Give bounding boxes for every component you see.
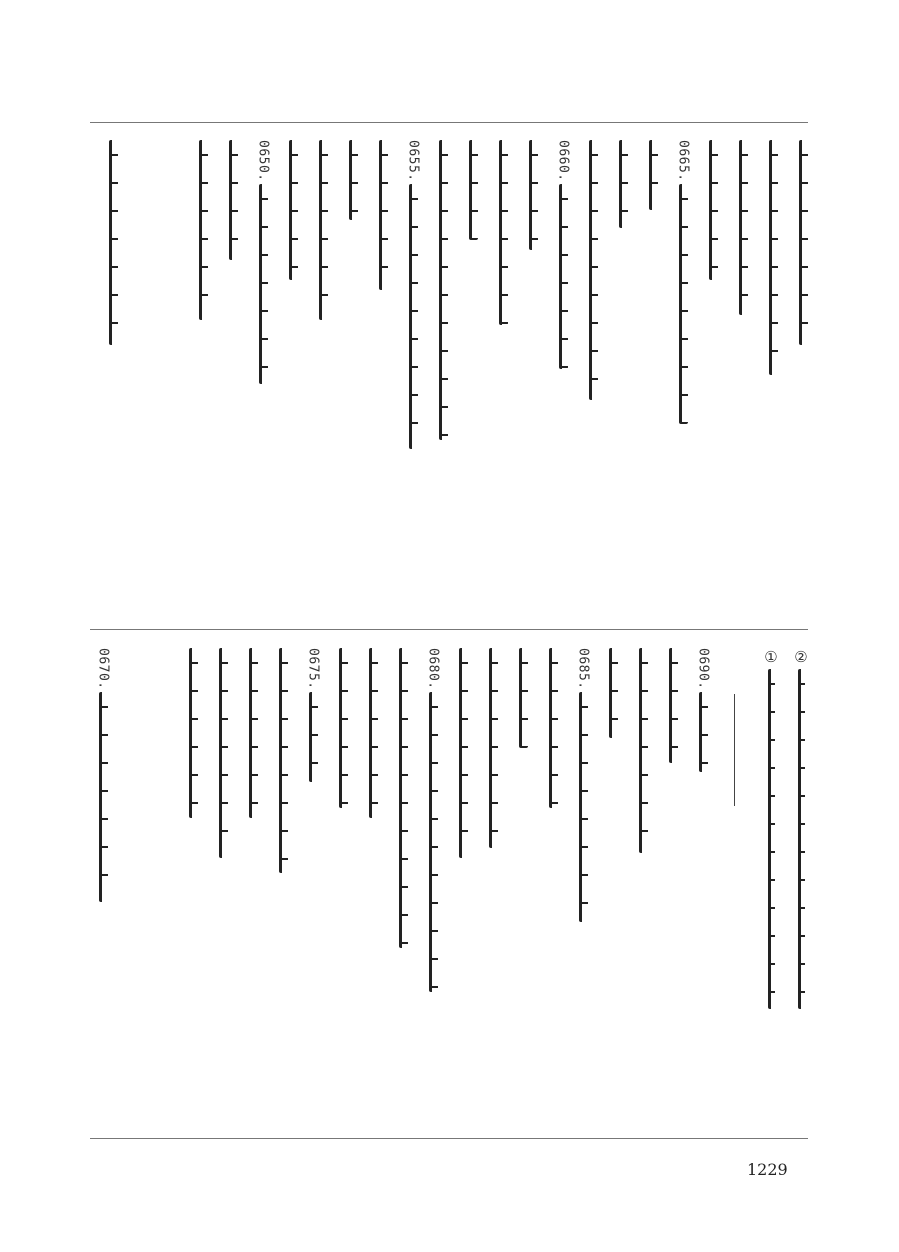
text-column bbox=[672, 140, 694, 600]
text-column bbox=[192, 140, 214, 600]
text-column bbox=[372, 140, 394, 600]
text-column bbox=[552, 140, 574, 600]
text-column bbox=[482, 648, 504, 1108]
mongolian-script-line bbox=[669, 648, 678, 763]
mongolian-script-line bbox=[699, 692, 708, 772]
text-column bbox=[602, 648, 624, 1108]
line-number: 0650. bbox=[255, 140, 271, 182]
mongolian-script-line bbox=[609, 648, 618, 738]
mongolian-script-line bbox=[219, 648, 228, 858]
mongolian-script-line bbox=[369, 648, 378, 818]
mongolian-script-line bbox=[379, 140, 388, 290]
mongolian-script-line bbox=[499, 140, 508, 325]
mongolian-script-line bbox=[309, 692, 318, 782]
text-column bbox=[222, 140, 244, 600]
text-column bbox=[272, 648, 294, 1108]
text-column bbox=[342, 140, 364, 600]
lower-text-block bbox=[90, 648, 808, 1118]
text-column bbox=[792, 140, 814, 600]
middle-rule bbox=[90, 629, 808, 630]
mongolian-script-line bbox=[229, 140, 238, 260]
text-column bbox=[642, 140, 664, 600]
mongolian-script-line bbox=[519, 648, 528, 748]
text-column bbox=[572, 648, 594, 1108]
text-column bbox=[692, 648, 714, 1108]
mongolian-script-line bbox=[439, 140, 448, 440]
text-column bbox=[312, 140, 334, 600]
mongolian-script-line bbox=[339, 648, 348, 808]
mongolian-script-line bbox=[649, 140, 658, 210]
text-column bbox=[242, 648, 264, 1108]
mongolian-script-line bbox=[429, 692, 438, 992]
text-column bbox=[102, 140, 124, 600]
line-number: 0670. bbox=[95, 648, 111, 690]
text-column bbox=[762, 140, 784, 600]
text-column bbox=[662, 648, 684, 1108]
line-number: 0685. bbox=[575, 648, 591, 690]
text-column bbox=[522, 140, 544, 600]
mongolian-script-line bbox=[579, 692, 588, 922]
line-number: 0680. bbox=[425, 648, 441, 690]
footnote-column bbox=[760, 648, 782, 1108]
line-number: 0660. bbox=[555, 140, 571, 182]
footnote-column bbox=[790, 648, 812, 1108]
text-column bbox=[332, 648, 354, 1108]
text-column bbox=[512, 648, 534, 1108]
mongolian-script-line bbox=[768, 669, 775, 1009]
mongolian-script-line bbox=[199, 140, 208, 320]
text-column bbox=[92, 648, 114, 1108]
text-column bbox=[392, 648, 414, 1108]
mongolian-script-line bbox=[799, 140, 808, 345]
text-column bbox=[462, 140, 484, 600]
mongolian-script-line bbox=[189, 648, 198, 818]
text-column bbox=[402, 140, 424, 600]
footnote-marker: ① bbox=[762, 648, 780, 667]
mongolian-script-line bbox=[459, 648, 468, 858]
text-column bbox=[452, 648, 474, 1108]
mongolian-script-line bbox=[259, 184, 268, 384]
text-column bbox=[632, 648, 654, 1108]
mongolian-script-line bbox=[549, 648, 558, 808]
bottom-rule bbox=[90, 1138, 808, 1139]
mongolian-script-line bbox=[589, 140, 598, 400]
text-column bbox=[282, 140, 304, 600]
mongolian-script-line bbox=[319, 140, 328, 320]
line-number: 0665. bbox=[675, 140, 691, 182]
line-number: 0675. bbox=[305, 648, 321, 690]
mongolian-script-line bbox=[559, 184, 568, 369]
text-column bbox=[212, 648, 234, 1108]
mongolian-script-line bbox=[469, 140, 478, 240]
text-column bbox=[492, 140, 514, 600]
mongolian-script-line bbox=[289, 140, 298, 280]
mongolian-script-line bbox=[399, 648, 408, 948]
mongolian-script-line bbox=[409, 184, 418, 449]
mongolian-script-line bbox=[279, 648, 288, 873]
mongolian-script-line bbox=[109, 140, 118, 345]
text-column bbox=[612, 140, 634, 600]
mongolian-script-line bbox=[99, 692, 108, 902]
text-column bbox=[302, 648, 324, 1108]
mongolian-script-line bbox=[639, 648, 648, 853]
mongolian-script-line bbox=[798, 669, 805, 1009]
page-number: 1229 bbox=[747, 1160, 788, 1179]
upper-text-block bbox=[90, 140, 808, 610]
mongolian-script-line bbox=[349, 140, 358, 220]
text-column bbox=[182, 648, 204, 1108]
mongolian-script-line bbox=[489, 648, 498, 848]
text-column bbox=[422, 648, 444, 1108]
mongolian-script-line bbox=[769, 140, 778, 375]
footnote-marker: ② bbox=[792, 648, 810, 667]
text-column bbox=[542, 648, 564, 1108]
text-column bbox=[432, 140, 454, 600]
text-column bbox=[732, 140, 754, 600]
text-column bbox=[252, 140, 274, 600]
line-number: 0655. bbox=[405, 140, 421, 182]
mongolian-script-line bbox=[249, 648, 258, 818]
line-number: 0690. bbox=[695, 648, 711, 690]
mongolian-script-line bbox=[529, 140, 538, 250]
top-rule bbox=[90, 122, 808, 123]
mongolian-script-line bbox=[739, 140, 748, 315]
mongolian-script-line bbox=[679, 184, 688, 424]
mongolian-script-line bbox=[709, 140, 718, 280]
mongolian-script-line bbox=[619, 140, 628, 228]
text-column bbox=[362, 648, 384, 1108]
text-column bbox=[702, 140, 724, 600]
text-column bbox=[582, 140, 604, 600]
